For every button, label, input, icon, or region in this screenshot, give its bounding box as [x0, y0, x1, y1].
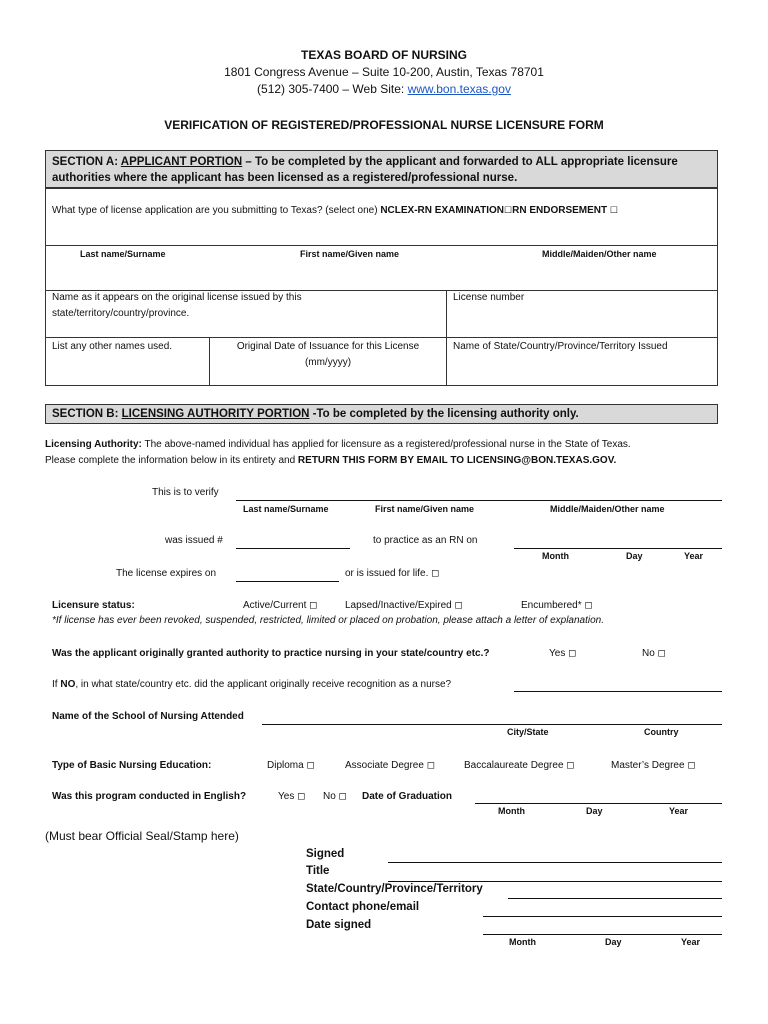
org-contact: [0, 82, 768, 96]
originally-granted-question: Was the applicant originally granted authority to practice nursing in your state/country etc.?: [52, 648, 490, 659]
title-line[interactable]: [388, 881, 722, 882]
practice-date-line[interactable]: [514, 548, 722, 549]
expires-label: The license expires on: [116, 568, 217, 579]
org-address: 1801 Congress Avenue – Suite 10-200, Austin, Texas 78701: [224, 65, 544, 79]
graduation-month-label: Month: [498, 806, 525, 816]
official-seal-note: (Must bear Official Seal/Stamp here): [45, 829, 239, 843]
contact-label: Contact phone/email: [306, 901, 420, 913]
title-label: Title: [306, 865, 330, 877]
orig-date-label: Original Date of Issuance for this License (mm/yyyy): [236, 341, 420, 368]
nclex-option-label: NCLEX-RN EXAMINATION: [380, 205, 505, 216]
verify-label: This is to verify: [152, 487, 219, 498]
english-question: Was this program conducted in English?: [52, 791, 247, 802]
licensure-status-label: Licensure status:: [52, 600, 135, 611]
orig-name-label: Name as it appears on the original license issued by this state/territory/country/province.: [52, 292, 302, 319]
status-lapsed-option[interactable]: Lapsed/Inactive/Expired ◻: [345, 600, 463, 611]
state-territory-line[interactable]: [508, 898, 722, 899]
other-names-label: List any other names used.: [52, 341, 173, 352]
graduation-date-line[interactable]: [475, 803, 722, 804]
signature-line[interactable]: [388, 862, 722, 863]
website-link[interactable]: www.bon.texas.gov: [407, 82, 511, 96]
country-label: Country: [644, 727, 679, 737]
licensing-authority-text-1: Licensing Authority: The above-named individual has applied for licensure as a registered/professional nurse in the State of Texas.: [45, 439, 631, 450]
status-note: *If license has ever been revoked, suspended, restricted, limited or placed on probation, please attach a letter of explanation.: [52, 615, 605, 626]
last-name-label: Last name/Surname: [80, 249, 166, 259]
practice-label: to practice as an RN on: [373, 535, 478, 546]
section-b-header: SECTION B: LICENSING AUTHORITY PORTION -To be completed by the licensing authority only.: [45, 404, 718, 424]
endorsement-checkbox[interactable]: ☐: [609, 205, 618, 215]
org-phone: (512) 305-7400 – Web Site:: [257, 82, 408, 96]
signed-month-label: Month: [509, 937, 536, 947]
practice-month-label: Month: [542, 551, 569, 561]
return-email-instruction: RETURN THIS FORM BY EMAIL TO LICENSING@BON.TEXAS.GOV.: [297, 455, 617, 466]
org-name: TEXAS BOARD OF NURSING: [300, 48, 467, 62]
graduation-day-label: Day: [586, 806, 603, 816]
applicant-portion-label: APPLICANT PORTION: [120, 156, 243, 168]
practice-day-label: Day: [626, 551, 643, 561]
english-no-option[interactable]: No ◻: [323, 791, 347, 802]
graduation-date-label: Date of Graduation: [362, 791, 453, 802]
verify-last-name-label: Last name/Surname: [243, 504, 329, 514]
section-a-line2: authorities where the applicant has been licensed as a registered/professional nurse.: [52, 172, 518, 184]
english-yes-option[interactable]: Yes ◻: [278, 791, 306, 802]
licensing-authority-text-2: Please complete the information below in its entirety and RETURN THIS FORM BY EMAIL TO LICENSING@BON.TEXAS.GOV.: [45, 455, 617, 466]
education-associate-option[interactable]: Associate Degree ◻: [345, 760, 436, 771]
date-signed-label: Date signed: [306, 919, 372, 931]
endorsement-option-label: RN ENDORSEMENT: [512, 205, 608, 216]
license-number-line[interactable]: [236, 548, 350, 549]
signed-label: Signed: [306, 848, 345, 860]
state-territory-label: State/Country/Province/Territory: [306, 883, 483, 895]
original-recognition-line[interactable]: [514, 691, 722, 692]
if-no-question: If NO, in what state/country etc. did the applicant originally receive recognition as a nurse?: [52, 679, 452, 690]
status-encumbered-option[interactable]: Encumbered* ◻: [521, 600, 593, 611]
license-type-question: What type of license application are you submitting to Texas? (select one) NCLEX-RN EXAMINATION☐RN ENDORSEMENT ☐: [52, 205, 618, 216]
contact-line[interactable]: [483, 916, 722, 917]
license-number-label: License number: [453, 292, 525, 303]
education-type-label: Type of Basic Nursing Education:: [52, 760, 212, 771]
school-label: Name of the School of Nursing Attended: [52, 711, 244, 722]
nclex-checkbox[interactable]: ☐: [504, 205, 513, 215]
issued-for-life-option[interactable]: or is issued for life. ◻: [345, 568, 440, 579]
signed-day-label: Day: [605, 937, 622, 947]
education-diploma-option[interactable]: Diploma ◻: [267, 760, 315, 771]
middle-name-label: Middle/Maiden/Other name: [542, 249, 657, 259]
verify-name-line[interactable]: [236, 500, 722, 501]
form-title: VERIFICATION OF REGISTERED/PROFESSIONAL NURSE LICENSURE FORM: [164, 118, 604, 132]
originally-granted-yes-option[interactable]: Yes ◻: [549, 648, 577, 659]
verify-first-name-label: First name/Given name: [375, 504, 475, 514]
section-a-header: [45, 150, 718, 188]
education-baccalaureate-option[interactable]: Baccalaureate Degree ◻: [464, 760, 575, 771]
practice-year-label: Year: [684, 551, 704, 561]
education-masters-option[interactable]: Master’s Degree ◻: [611, 760, 696, 771]
licensing-authority-portion-label: LICENSING AUTHORITY PORTION: [121, 408, 310, 420]
issued-label: was issued #: [165, 535, 223, 546]
school-name-line[interactable]: [262, 724, 722, 725]
first-name-label: First name/Given name: [300, 249, 400, 259]
graduation-year-label: Year: [669, 806, 689, 816]
expiry-date-line[interactable]: [236, 581, 339, 582]
state-issued-label: Name of State/Country/Province/Territory Issued: [453, 341, 668, 352]
signed-year-label: Year: [681, 937, 701, 947]
section-a-line1: SECTION A: APPLICANT PORTION – To be completed by the applicant and forwarded to ALL appropriate licensure: [52, 156, 678, 168]
verify-middle-name-label: Middle/Maiden/Other name: [550, 504, 665, 514]
date-signed-line[interactable]: [483, 934, 722, 935]
status-active-option[interactable]: Active/Current ◻: [243, 600, 318, 611]
city-state-label: City/State: [507, 727, 549, 737]
originally-granted-no-option[interactable]: No ◻: [642, 648, 666, 659]
